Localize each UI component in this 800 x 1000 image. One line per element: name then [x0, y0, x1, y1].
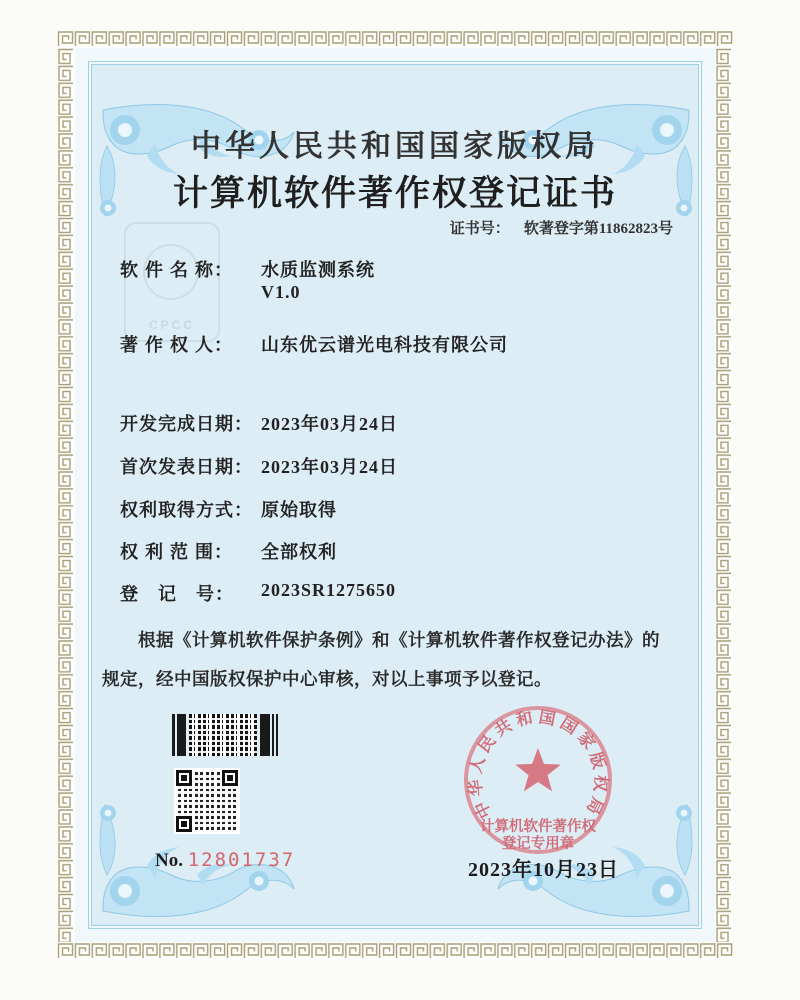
field-value: 全部权利 [261, 542, 338, 562]
field-version: V1.0 [261, 282, 301, 302]
authority-title: 中华人民共和国国家版权局 [191, 130, 599, 163]
field-value: 2023年03月24日 [261, 414, 399, 434]
field-rights-acquisition [120, 496, 337, 522]
barcode [172, 714, 278, 756]
watermark-text: CPCC [148, 318, 195, 332]
field-value: 山东优云谱光电科技有限公司 [261, 335, 509, 355]
serial-number-line [155, 849, 295, 872]
seal-text-line-1: 计算机软件著作权 [480, 819, 596, 835]
certificate-title: 计算机软件著作权登记证书 [172, 174, 617, 213]
field-label: 登 记 号： [120, 584, 234, 604]
meander-border-bottom [57, 942, 733, 960]
certificate-number-value: 软著登字第11862823号 [523, 221, 673, 237]
statement-line-1: 根据《计算机软件保护条例》和《计算机软件著作权登记办法》的 [138, 630, 660, 650]
seal-ring-text: 中华人民共和国国家版权局 [465, 707, 611, 822]
field-copyright-owner [120, 331, 508, 357]
issue-date: 2023年10月23日 [468, 859, 619, 881]
field-label: 开发完成日期： [120, 414, 253, 434]
meander-border-top [57, 30, 733, 48]
registration-statement [102, 621, 670, 699]
field-label: 权利取得方式： [120, 500, 253, 520]
serial-prefix: No. [155, 850, 183, 871]
certificate-number-line [57, 217, 673, 238]
seal-text-line-2: 登记专用章 [501, 836, 575, 852]
field-software-name [120, 256, 375, 303]
field-label: 首次发表日期： [120, 457, 253, 477]
certificate-number-label: 证书号： [449, 221, 510, 237]
field-first-publish-date [120, 453, 398, 479]
field-rights-scope [120, 538, 337, 564]
field-dev-complete-date [120, 410, 398, 436]
field-label: 软 件 名 称： [120, 260, 234, 280]
qr-code [176, 770, 238, 832]
field-value: 原始取得 [261, 500, 338, 520]
field-value: 水质监测系统 [261, 260, 376, 280]
field-value: 2023年03月24日 [261, 457, 399, 477]
statement-line-2: 规定，经中国版权保护中心审核，对以上事项予以登记。 [102, 669, 552, 689]
serial-number: 12801737 [187, 849, 296, 871]
field-value: 2023SR1275650 [261, 580, 397, 600]
field-label: 著 作 权 人： [120, 335, 234, 355]
field-label: 权 利 范 围： [120, 542, 234, 562]
field-registration-number [120, 580, 396, 606]
